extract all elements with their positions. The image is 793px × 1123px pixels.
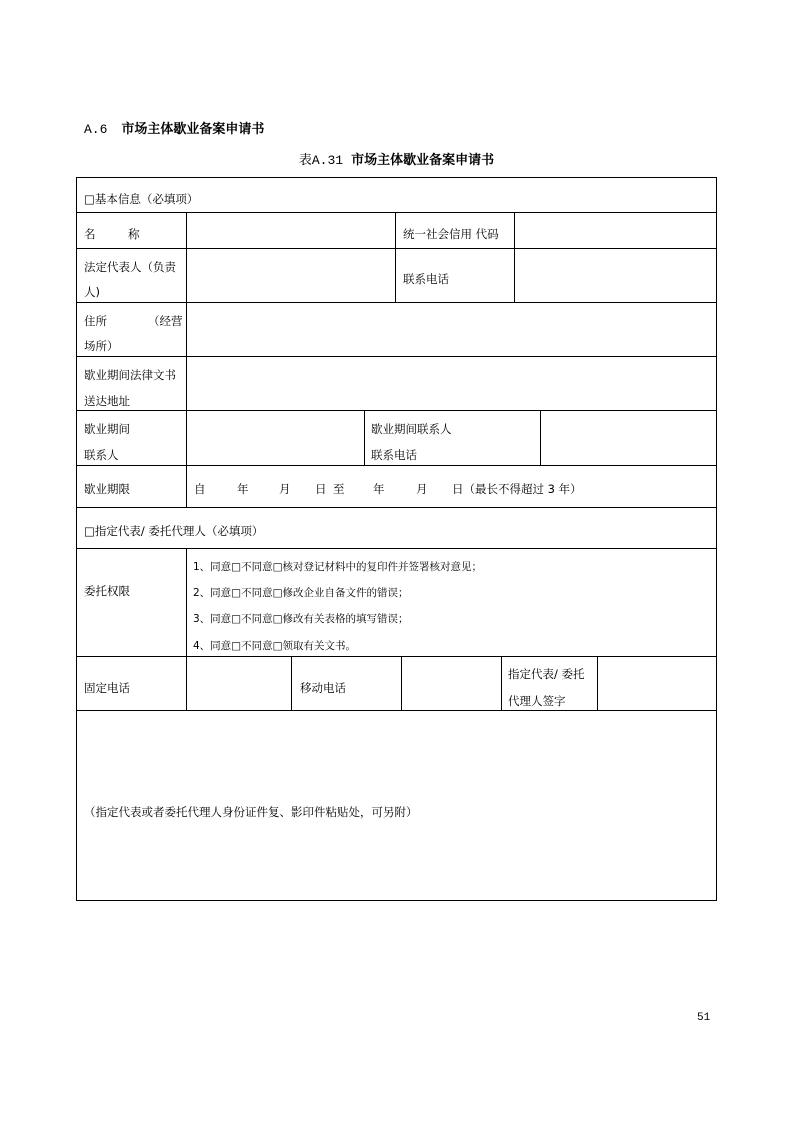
- authority-item: 3、同意□不同意□修改有关表格的填写错误；: [193, 613, 409, 625]
- basic-info-section-label: □基本信息（必填项）: [84, 192, 199, 206]
- id-copy-note: （指定代表或者委托代理人身份证件复、影印件粘贴处，可另附）: [84, 805, 418, 819]
- period-day-end-note: 日（最长不得超过 3 年）: [452, 482, 582, 496]
- signature-label-line1: 指定代表/ 委托: [508, 667, 585, 681]
- period-from: 自: [194, 482, 206, 496]
- row-divider: [76, 710, 717, 711]
- period-year-start: 年: [237, 482, 249, 496]
- period-day-start: 日: [315, 482, 327, 496]
- agent-section-label: □指定代表/ 委托代理人（必填项）: [84, 524, 264, 538]
- contact-person-field[interactable]: [187, 411, 364, 465]
- fixed-phone-field[interactable]: [187, 657, 291, 710]
- legal-rep-label-line1: 法定代表人（负责: [84, 260, 176, 274]
- section-number: A.6: [84, 122, 108, 137]
- authority-item: 1、同意□不同意□核对登记材料中的复印件并签署核对意见；: [193, 561, 483, 573]
- period-month-start: 月: [279, 482, 291, 496]
- col-divider: [395, 212, 396, 302]
- address-field[interactable]: [187, 303, 716, 356]
- period-label: 歇业期限: [84, 482, 130, 496]
- col-divider: [501, 656, 502, 710]
- signature-field[interactable]: [598, 657, 716, 710]
- contact-phone-field[interactable]: [515, 249, 716, 302]
- mobile-phone-label: 移动电话: [300, 681, 346, 695]
- table-caption-title: 市场主体歇业备案申请书: [351, 153, 495, 168]
- contact-phone2-label-line1: 歇业期间联系人: [371, 422, 452, 436]
- period-to: 至: [333, 482, 345, 496]
- doc-address-label-line1: 歇业期间法律文书: [84, 368, 176, 382]
- table-caption-prefix: 表A.31: [298, 153, 344, 168]
- row-divider: [76, 548, 717, 549]
- legal-rep-field[interactable]: [187, 249, 394, 302]
- contact-person-label-line1: 歇业期间: [84, 422, 130, 436]
- doc-address-label-line2: 送达地址: [84, 394, 130, 408]
- name-field[interactable]: [187, 213, 394, 248]
- credit-code-label: 统一社会信用 代码: [403, 227, 499, 241]
- col-divider: [291, 656, 292, 710]
- authority-label: 委托权限: [84, 584, 130, 598]
- signature-label-line2: 代理人签字: [508, 694, 566, 708]
- contact-phone2-label-line2: 联系电话: [371, 448, 417, 462]
- contact-phone2-field[interactable]: [541, 411, 716, 465]
- col-divider: [186, 465, 187, 507]
- period-year-end: 年: [373, 482, 385, 496]
- credit-code-field[interactable]: [515, 213, 716, 248]
- contact-person-label-line2: 联系人: [84, 448, 119, 462]
- fixed-phone-label: 固定电话: [84, 681, 130, 695]
- name-label-part2: 称: [128, 227, 140, 241]
- authority-item: 2、同意□不同意□修改企业自备文件的错误；: [193, 587, 409, 599]
- address-label-part2: （经营: [148, 314, 183, 328]
- col-divider: [364, 410, 365, 465]
- authority-item: 4、同意□不同意□领取有关文书。: [193, 640, 357, 652]
- address-label-part3: 场所）: [84, 339, 119, 353]
- name-label-part1: 名: [84, 227, 96, 241]
- period-month-end: 月: [416, 482, 428, 496]
- address-label-part1: 住所: [84, 314, 107, 328]
- page-number: 51: [697, 1012, 711, 1024]
- mobile-phone-field[interactable]: [402, 657, 501, 710]
- row-divider: [76, 507, 717, 508]
- contact-phone-label: 联系电话: [403, 272, 449, 286]
- doc-address-field[interactable]: [187, 357, 716, 410]
- legal-rep-label-line2: 人): [84, 285, 100, 299]
- section-title: 市场主体歇业备案申请书: [121, 122, 265, 137]
